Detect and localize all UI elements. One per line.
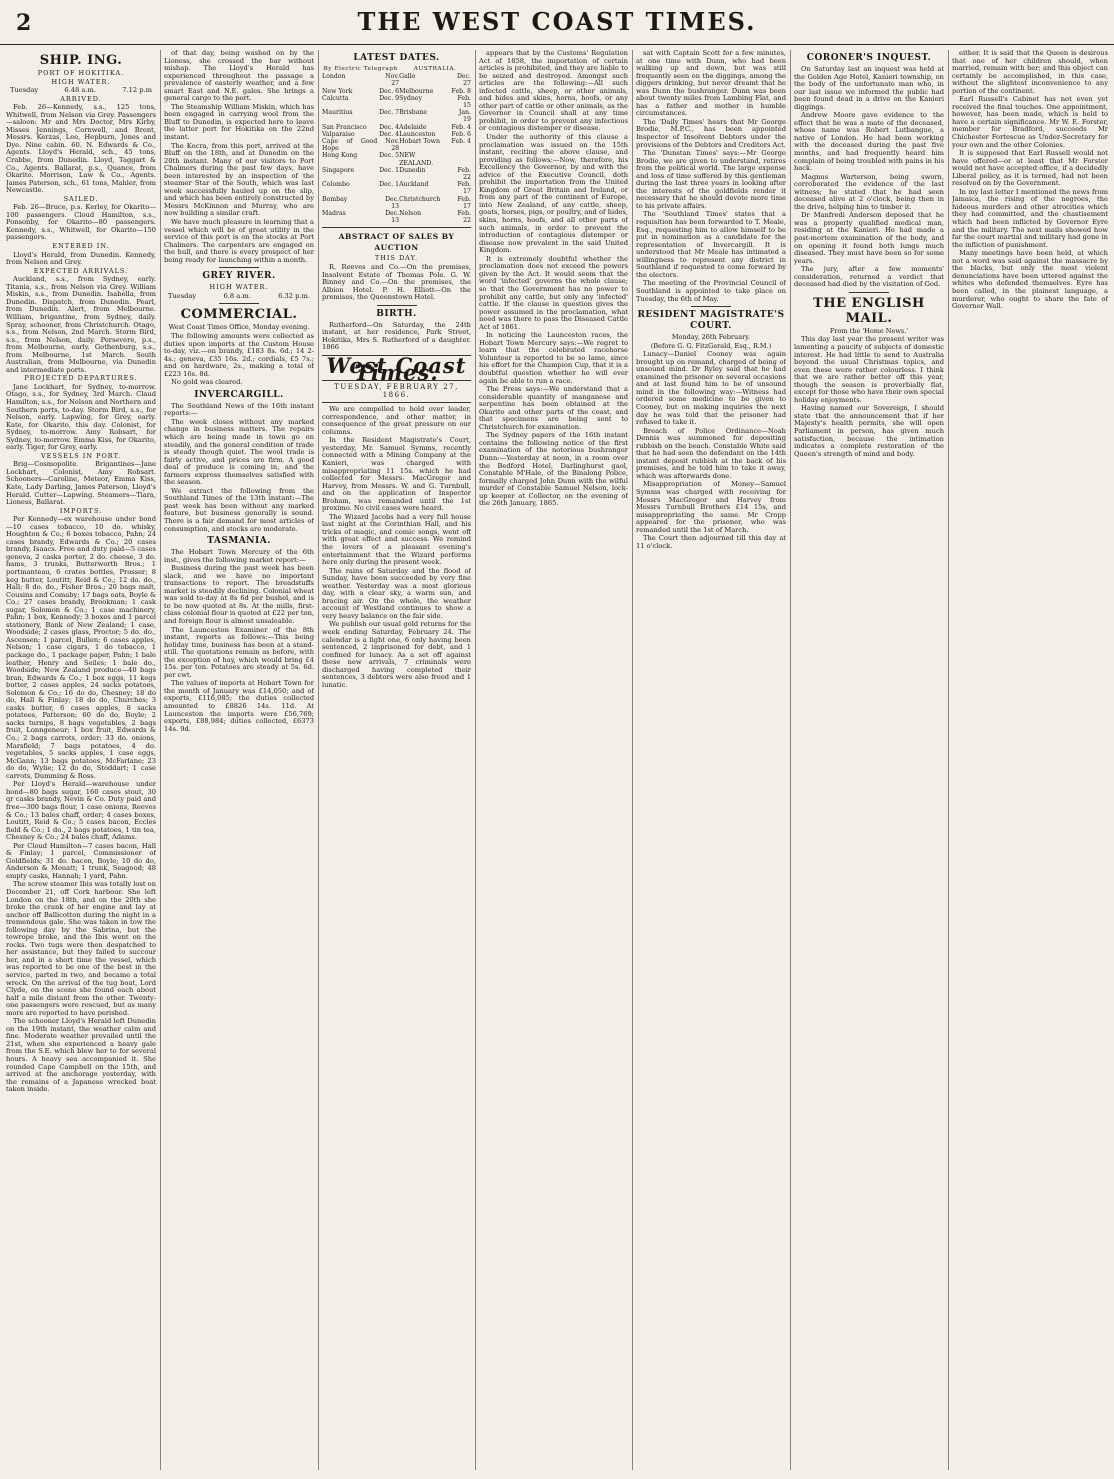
- column-editorial: [322, 50, 471, 1470]
- latest-dates-cell: Galle: [399, 73, 416, 81]
- latest-dates-cell: Dunedin: [399, 166, 426, 174]
- imports-grey-text: Per Cloud Hamilton—7 cases bacon, Hall & Finlay; 1 parcel, Commissioner of Goldfields; 31 do. bacon, Boyle; 10 do do, Anderson & Mouatt; 1 trunk, Seagood; 48 empty casks, Hannah; 1 yard, Pahn.: [6, 841, 156, 880]
- grey-tide-row: [164, 293, 314, 301]
- grey-river-heading: GREY RIVER.: [202, 271, 276, 282]
- latest-dates-cell: Mauritius: [322, 109, 353, 117]
- arrived-text: Feb. 26—Kennedy, s.s., 125 tons, Whitwell, from Nelson via Grey. Passengers—saloon: Mr and Mrs Doctor, Mrs Kirby, Misses Jennings, Cornwell, and Brent, Messrs. Kerzas, Lee, Hepburn, Jones and Dye. Nine cabin. 60. N. Edwards & Co., Agents. Lloyd's Herald, sch., 45 tons, Crabbe, from Dunedin. Lloyd, Taggart & Co., Agents. Ballarat, p.s., Quance, from Okarito. Morrison, Law & Co., Agents. James Paterson, sch., 61 tons, Mahler, from Newcastle.: [6, 103, 156, 195]
- court-text: Misappropriation of Money—Samuel Symms was charged with receiving for Messrs MacGregor and Harvey from Messrs Turnbull Brothers £14 15s, and misappropriating the same. Mr Cropp appeared for the prisoner, who was remanded until the 1st of March.: [636, 480, 786, 534]
- tide-day: Tuesday: [10, 86, 39, 95]
- latest-dates-cell: Nelson: [399, 210, 422, 218]
- column-divider: [318, 50, 319, 1470]
- latest-dates-cell: Auckland: [399, 181, 429, 189]
- editorial-text: The rains of Saturday and the flood of Sunday, have been succeeded by very fine weather. Yesterday was a most glorious day, with a clear sky, a warm sun, and bracing air. On the whole, the weather account of Westland continues to show a very heavy balance on the fair side.: [322, 566, 471, 620]
- latest-dates-row: [322, 210, 471, 224]
- article-text: It is extremely doubtful whether the proclamation does not exceed the powers given by the Act. It would seem that the word 'infected' governs the whole clause; so that the Government has no power to prohibit any cattle, but only any 'infected' cattle. If the clause in question gives the power assumed in the proclamation, what need was there to pass the Diseased Cattle Act of 1861.: [479, 254, 628, 331]
- tide-am: 6.48 a.m.: [64, 86, 97, 95]
- latest-dates-cell: Hobart Town: [399, 138, 440, 146]
- abstract-heading: ABSTRACT OF SALES BY AUCTION: [338, 232, 455, 253]
- lloyds-herald-article: The schooner Lloyd's Herald left Dunedin on the 19th instant, the weather calm and fine. Moderate weather prevailed until the 21st, when she experienced a heavy gale from the S.E. which blew her to for several hours. A heavy sea accompanied it. She rounded Cape Campbell on the 15th, and arrived at the anchorage yesterday, with the remains of a Japanese wrecked boat taken inside.: [6, 1017, 156, 1094]
- section-rule: [219, 303, 259, 304]
- commercial-heading: COMMERCIAL.: [180, 307, 298, 323]
- latest-dates-row: [322, 73, 471, 87]
- latest-dates-row: [322, 152, 471, 166]
- english-mail-heading: THE ENGLISH MAIL.: [813, 295, 925, 326]
- editorial-text: The Wizard Jacobs had a very full house last night at the Corinthian Hall, and his tricks of magic, and comic songs, went off with great effect and success. We remind the lovers of a pleasant evening's entertainment that the Wizard performs here only during the present week.: [322, 512, 471, 567]
- latest-dates-cell: Feb. 15: [457, 94, 471, 110]
- latest-dates-cell: NEW ZEALAND.: [399, 152, 434, 167]
- column-divider: [790, 50, 791, 1470]
- column-news-2: [636, 50, 786, 1470]
- article-text: appears that by the Customs' Regulation Act of 1858, the importation of certain articles is prohibited, and they are liable to be seized and destroyed. Amongst such articles are the following:—All such infected cattle, sheep, or other animals, and hides and skins, horns, hoofs, or any other part of cattle or other animals, as the Governor in Council shall at any time prohibit, in order to prevent any infectious or contagious distemper or disease.: [479, 50, 628, 133]
- latest-dates-cell: Dec. 4: [379, 123, 400, 131]
- latest-dates-cell: Feb. 4: [451, 138, 471, 146]
- mail-text: This day last year the present writer was lamenting a paucity of subjects of domestic interest. He had little to send to Australia beyond the usual Christmas topics, and even these were rather colourless. I think that we are rather better off this year, though the season is proverbially flat, except for those who have their own special holiday enjoyments.: [794, 335, 944, 404]
- latest-dates-row: [322, 181, 471, 195]
- court-text: Lunacy—Daniel Cooney was again brought up on remand, charged of being of unsound mind. Dr Ryley said that he had examined the prisoner on several occasions and at last found him to be of unsound mind in the following way:—Witness had ordered some medicine to be given to Cooney, but on making inquiries the next day he was told that the prisoner had refused to take it.: [636, 350, 786, 427]
- section-rule: [849, 292, 889, 293]
- article-text: The 'Daily Times' hears that Mr George Brodie, M.P.C., has been appointed Inspector of Insolvent Debtors under the provisions of the Debtors and Creditors Act.: [636, 117, 786, 149]
- latest-dates-cell: Sydney: [399, 94, 422, 102]
- invercargill-intro: The Southland News of the 16th instant reports:—: [164, 401, 314, 418]
- entered-label: ENTERED IN.: [52, 242, 110, 251]
- section-rule: [691, 306, 731, 307]
- birth-text: Rutherford—On Saturday, the 24th instant, at her residence, Park Street, Hokitika, Mrs S. Rutherford of a daughter. 1866: [322, 320, 471, 352]
- tide-row: [6, 87, 156, 95]
- article-text: In noticing the Launceston races, the Hobart Town Mercury says:—We regret to learn that the celebrated racehorse Volunteer is reported to be so lame, since his effort for the Champion Cup, that it is a doubtful question whether he will ever again be able to run a race.: [479, 331, 628, 385]
- article-text: The Sydney papers of the 16th instant contains the following notice of the first examination of the notorious bushranger Dunn:—Yesterday at noon, in a room over the Bedford Hotel, Darlinghurst gaol, Constable M'Hale, of the Binalong Police, formally charged John Dunn with the wilful murder of Constable Samuel Nelson, lock-up keeper at Collector, on the evening of the 26th January, 1865.: [479, 431, 628, 508]
- article-text: The Press says:—We understand that a considerable quantity of manganese and serpentine has been obtained at the Okarito and other parts of the coast, and that specimens are being sent to Christchurch for examination.: [479, 385, 628, 431]
- latest-dates-cell: Dec. 5: [379, 152, 400, 160]
- latest-dates-row: [322, 109, 471, 123]
- section-rule: [219, 267, 259, 268]
- column-shipping: [6, 50, 156, 1470]
- article-text: We have much pleasure in learning that a vessel which will be of great utility in the service of this port is on the stocks at Port Chalmers. The carpenters are engaged on the hull, and there is every prospect of her being ready for launching within a month.: [164, 218, 314, 264]
- latest-dates-row: [322, 124, 471, 131]
- latest-dates-cell: Melbourne: [399, 87, 434, 95]
- tasmania-heading: TASMANIA.: [207, 536, 271, 547]
- inquest-text: Magnus Warterson, being sworn, corroborated the evidence of the last witness; he stated that he had seen deceased alive at 2 o'clock, being then in the drive, helping him to timber it.: [794, 172, 944, 211]
- vessels-text: Brig—Cosmopolite. Brigantines—Jane Lockhart, Colonist, Amy Robsart. Schooners—Caroline, Meteor, Emma Kiss, Kate, Lady Darling, James Paterson, Lloyd's Herald. Cutter—Lapwing. Steamers—Tiara, Lioness, Ballarat.: [6, 460, 156, 507]
- latest-dates-cell: Valparaiso: [322, 130, 355, 138]
- newspaper-masthead: THE WEST COAST TIMES.: [357, 7, 757, 36]
- imports-dunedin-text: Per Lloyd's Herald—warehouse under bond—80 bags sugar, 160 cases stout, 30 qr casks brandy, Nevin & Co. Duty paid and free—300 bags flour, 1 case onions, Reeves & Co.; 13 bales chaff, order; 4 cases boxes, Loutitt, Reid & Co.; 5 cases bacon, Eccles field & Co.; 1 do., 2 bags potatoes, 1 tin tea, Chesney & Co.; 24 bales chaff, Adams.: [6, 780, 156, 842]
- commercial-text: No gold was cleared.: [171, 378, 243, 387]
- column-divider: [632, 50, 633, 1470]
- article-text: The Steamship William Miskin, which has been engaged in carrying wool from the Bluff to Dunedin, is expected here to leave the latter port for Hokitika on the 22nd instant.: [164, 102, 314, 142]
- column-divider: [160, 50, 161, 1470]
- column-news-3: [794, 50, 944, 1470]
- commercial-text: The following amounts were collected as duties upon imports at the Custom House to-day, viz.—on brandy, £183 8s. 6d.; 14 2-4s.; geneva, £35 16s. 2d.; cordials, £5 7s.; and on hardware, 2s., making a total of £223 16s. 8d.: [164, 331, 314, 378]
- sailed-label: SAILED.: [63, 194, 99, 203]
- article-text: of that day, being washed on by the Lioness, she crossed the bar without mishap. The Lloyd's Herald has experienced throughout the passage a prevalence of easterly weather, and a few smart East and N.E. gales. She brings a general cargo to the port.: [164, 50, 314, 103]
- latest-dates-cell: Jan. 19: [458, 109, 471, 124]
- expected-text: Auckland, s.s., from Sydney, early. Titania, s.s., from Nelson via Grey. William Miskin, s.s., from Dunedin. Isabella, from Dunedin. Dispatch, from Dunedin. Pearl, from Dunedin. Alert, from Melbourne. William, brigantine, from Sydney, daily. Spray, schooner, from Christchurch. Otago, s.s., from Nelson, 2nd March. Storm Bird, s.s., from Nelson, daily. Persevere, p.s., from Melbourne, early. Gothenburg, s.s., from Melbourne, 1st March. South Australian, from Melbourne, via Dunedin and intermediate ports.: [6, 275, 156, 374]
- arrived-label: ARRIVED.: [60, 94, 102, 103]
- tide-pm: 7.12 p.m: [122, 86, 152, 95]
- abstract-sub: THIS DAY.: [374, 254, 419, 263]
- issue-date: TUESDAY, FEBRUARY 27, 1866.: [334, 383, 459, 399]
- shipping-heading: SHIP. ING.: [39, 53, 123, 68]
- latest-dates-cell: Nov. 27: [385, 73, 400, 88]
- court-text: Breach of Police Ordinance—Noah Dennis was summoned for depositing rubbish on the beach. Constable White said that he had seen the defendant on the 14th instant deposit rubbish at the back of his premises, and he told him to take it away, which was afterwards done.: [636, 426, 786, 480]
- latest-dates-cell: Dec. 13: [385, 195, 400, 210]
- latest-dates-cell: Dec. 27: [456, 73, 471, 88]
- latest-dates-cell: Calcutta: [322, 94, 349, 102]
- projected-label: PROJECTED DEPARTURES.: [24, 374, 138, 383]
- latest-dates-cell: Bombay: [322, 195, 348, 203]
- article-text: In my last letter I mentioned the news from Jamaica, the rising of the negroes, the hideous murders and other atrocities which they had committed, and the chastisement which had been inflicted by Governor Eyre and the military. The next mails showed how far the court martial and military had gone in the infliction of punishment.: [952, 187, 1108, 249]
- latest-dates-cell: Colombo: [322, 181, 350, 189]
- column-divider: [948, 50, 949, 1470]
- section-rule: [377, 305, 417, 306]
- vessels-label: VESSELS IN PORT.: [40, 451, 122, 460]
- latest-dates-cell: Singapore: [322, 166, 355, 174]
- latest-dates-row: [322, 95, 471, 109]
- latest-dates-cell: San Francisco: [322, 123, 367, 131]
- latest-dates-row: [322, 88, 471, 95]
- column-news-1: [479, 50, 628, 1470]
- invercargill-text: We extract the following from the Southland Times of the 13th instant:—The past week has been without any marked feature, but business generally is sound. There is a fair demand for most articles of consumption, and stocks are moderate.: [164, 486, 314, 533]
- latest-dates-row: [322, 138, 471, 152]
- inquest-text: Andrew Moore gave evidence to the effect that he was a mate of the deceased, whose name was Robert Lutbangue, a native of London. He had been working with the deceased during the past five months, and had frequently heard him complain of being troubled with pains in his back.: [794, 111, 944, 173]
- latest-dates-cell: Dec. 1: [379, 166, 400, 174]
- commercial-office: West Coast Times Office, Monday evening.: [168, 323, 310, 332]
- latest-dates-cell: Feb. 17: [457, 181, 471, 196]
- latest-dates-cell: Dec. 7: [379, 109, 400, 117]
- latest-dates-cell: Adelaide: [399, 123, 427, 131]
- entered-text: Lloyd's Herald, from Dunedin. Kennedy, from Nelson and Grey.: [6, 250, 156, 267]
- editorial-text: We are compelled to hold over leader, correspondence, and other matter, in consequence of the great pressure on our columns.: [322, 405, 471, 436]
- latest-dates-cell: Launceston: [399, 130, 436, 138]
- latest-dates-cell: Hong Kong: [322, 152, 358, 160]
- imports-text: Per Kennedy—ex warehouse under bond—10 cases tobacco, 10 do. whisky, Houghton & Co.; 6 boxes tobacco, Pahn; 24 cases brandy, Edwards & Co.; 20 cases brandy, Isaacs. Free and duty paid—5 cases geneva, 2 casks porter, 2 do. cheese, 3 do. hams, 3 trunks, Butterworth Bros.; 1 portmanteau, 6 crates bottles, Prosser; 8 keg butter, Loutitt; Reid & Co.; 12 do. do., Hall; 8 do. do., Fisher Bros.; 20 bags malt, Cousins and Comaby; 17 bags oats, Boyle & Co.; 27 cases brandy, Brookman; 1 cask sugar, Solomon & Co.; 1 case machinery, Pahn; 1 box, Kennedy; 3 boxes and 1 parcel stationery, Bank of New Zealand; 1 case, Woodside; 2 cases glass, Proctor; 5 do. do., Ascensen; 1 parcel, Bullen; 6 cases apples, Nelson; 1 case cigars, 1 do tobacco, 1 package do., 1 package paper, Pahn; 1 bale leather, Henry and Seiles; 1 bale do., Woodside; New Zealand produce—40 bags bran, Edwards & Co.; 1 box eggs, 11 kegs butter, 2 cases apples, 24 sacks potatoes, Solomon & Co.; 16 do do, Chesney; 18 do do, Hall & Finlay; 18 do do, Churches; 3 casks butter, 6 cases apples, 8 sacks potatoes, Patterson; 60 do do, Boyle; 2 sacks turnips, 8 bags vegetables, 2 bags fruit, Lonngeneur; 1 box fruit, Edwards & Co.; 2 bags carrots, order; 33 do. onions, Marsfield; 7 bags potatoes, 4 do. vegetables, 5 sacks apples, 1 case eggs, McGann; 13 bags potatoes, McFarlane; 23 do do, Wylie; 12 do do, Stoddart; 1 case carrots, Dumming & Ross.: [6, 515, 156, 780]
- latest-dates-cell: New York: [322, 87, 353, 95]
- latest-dates-cell: Feb. 6: [451, 130, 471, 138]
- section-rule: [322, 227, 471, 228]
- expected-label: EXPECTED ARRIVALS.: [33, 266, 129, 275]
- latest-dates-table: [322, 66, 471, 224]
- article-text: The 'Southland Times' states that a requisition has been forwarded to T. Meale, Esq., requesting him to allow himself to be put in nomination as a candidate for the representation of Invercargill. It is understood that Mr Meale has intimated a willingness to represent any district in Southland if requested to come forward by the electors.: [636, 210, 786, 279]
- editorial-text: We publish our usual gold returns for the week ending Saturday, February 24. The calendar is a light one, 6 only having been sentenced, 2 imprisoned for debt, and 1 confined for lunacy. As a set off against these new arrivals, 7 criminals were discharged having completed their sentences, 3 debtors were also freed and 1 lunatic.: [322, 620, 471, 689]
- abstract-text: R. Reeves and Co.—On the premises, Insolvent Estate of Thomas Pole. G. W. Binney and Co.—On the premises, the Albion Hotel. P. H. Elliott—On the premises, the Queenstown Hotel.: [322, 263, 471, 302]
- column-commercial: [164, 50, 314, 1470]
- tide-day: Tuesday: [168, 291, 197, 300]
- latest-dates-heading: LATEST DATES.: [353, 53, 440, 63]
- latest-dates-row: [322, 167, 471, 181]
- page-number: 2: [16, 10, 32, 36]
- latest-dates-cell: Christchurch: [399, 195, 441, 203]
- inquest-heading: CORONER'S INQUEST.: [806, 53, 932, 63]
- rm-court-before: (Before G. G. FitzGerald, Esq., R.M.): [650, 341, 772, 350]
- page-header: [0, 0, 1114, 45]
- tide-label: HIGH WATER.: [51, 77, 111, 86]
- invercargill-heading: INVERCARGILL.: [194, 389, 284, 400]
- article-text: Earl Russell's Cabinet has not even yet received the final touches. One appointment, however, has been made, which is held to have a certain significance. Mr W. E. Forster, member for Bradford, succeeds Mr Chichester Fortescue as Under-Secretary for your own and the other Colonies.: [952, 95, 1108, 149]
- tasmania-text: The Launceston Examiner of the 8th instant, reports as follows:—This being holiday time, business has been at a stand-still. The quotations remain as before, with the exception of hay, which would bring £4 15s. per ton. Potatoes are steady at 5s. 6d. per cwt.: [164, 625, 314, 679]
- article-text: Many meetings have been held, at which not a word was said against the massacre by the blacks, but only the most violent denunciations have been uttered against the whites who defended themselves. Eyre has been called, in the plainest language, a murderer, who ought to share the fate of Governor Wall.: [952, 249, 1108, 311]
- editorial-text: In the Resident Magistrate's Court, yesterday, Mr. Samuel Symms, recently connected with a Mining Company at the Kanieri, was charged with misappropriating 11 15s. which he had collected for Messrs. MacGregor and Harvey, from Messrs. W. and G. Turnbull, and on the application of Inspector Broham, was remanded until the 1st proximo. No civil cases were heard.: [322, 436, 471, 513]
- latest-dates-cell: Feb. 17: [457, 195, 471, 210]
- latest-dates-cell: [449, 152, 471, 166]
- grey-tide-label: HIGH WATER.: [209, 283, 269, 292]
- latest-dates-cell: Nov. 28: [385, 138, 400, 153]
- latest-dates-cell: Dec. 6: [379, 87, 400, 95]
- latest-dates-row: [322, 196, 471, 210]
- latest-dates-cell: Dec. 13: [385, 210, 400, 225]
- latest-dates-cell: London: [322, 73, 346, 81]
- section-rule: [322, 402, 471, 403]
- mail-text: Having named our Sovereign, I should state that the announcement that if her Majesty's health permits, she will open Parliament in person, has given much satisfaction, because the intimation indicates a complete restoration of the Queen's strength of mind and body.: [794, 404, 944, 458]
- column-divider: [475, 50, 476, 1470]
- latest-dates-cell: Dec. 9: [379, 94, 400, 102]
- article-text: sat with Captain Scott for a few minutes, at one time with Dunn, who had been walking up and down, but was still frequently seen on the diggings, among the diggers drinking, but never dreamt that he was Dunn the bushranger. Dunn was been about twenty miles from Lambing Flat, and has a father and mother in humble circumstances.: [636, 50, 786, 118]
- tasmania-intro: The Hobart Town Mercury of the 6th inst., gives the following market report:—: [164, 548, 314, 564]
- invercargill-text: The week closes without any marked change in business matters. The repairs which are being made in town go on steadily, and the general condition of trade is steady though quiet. The wool trade is fairly active, and prices are firm. A good deal of produce is coming in, and the farmers express themselves satisfied with the season.: [164, 417, 314, 487]
- latest-dates-row: [322, 131, 471, 138]
- article-text: The meeting of the Provincial Council of Southland is appointed to take place on Tuesday, the 6th of May.: [636, 279, 786, 303]
- tide-pm: 6.32 p.m.: [278, 291, 310, 300]
- article-text: Under the authority of this clause a proclamation was issued on the 15th instant, reciting the above clause, and providing as follows:—Now, therefore, his Excellency the Governor, by and with the advice of the Executive Council, doth prohibit the importation from the United Kingdom of Great Britain and Ireland, or from any part of the continent of Europe, into New Zealand, of any cattle, sheep, goats, horses, pigs, or poultry, and of hides, skins, horns, hoofs, and all other parts of such animals, in order to prevent the introduction of contagious distemper or disease now prevalent in the said United Kingdom.: [479, 133, 628, 255]
- rm-court-date: Monday, 26th February.: [671, 333, 751, 342]
- tide-am: 6.8 a.m.: [223, 291, 251, 300]
- dates-head-left: By Electric Telegraph: [323, 66, 398, 72]
- paper-title: West Coast Times.: [326, 352, 467, 386]
- column-news-4: [952, 50, 1108, 1470]
- latest-dates-cell: Dec. 1: [379, 181, 400, 189]
- article-text: either. It is said that the Queen is desirous that one of her children should, when married, remain with her; and this object can certainly be accomplished, in this case, without the slightest inconvenience to any portion of the continent.: [952, 50, 1108, 95]
- latest-dates-cell: Cape of Good Hope: [322, 138, 378, 153]
- article-text: It is supposed that Earl Russell would not have offered—or at least that Mr Forster would not have accepted office, if a decidedly Liberal policy, as it is termed, had not been resolved on by the Government.: [952, 149, 1108, 188]
- latest-dates-cell: Brisbane: [399, 109, 428, 117]
- latest-dates-cell: Dec. 4: [379, 130, 400, 138]
- projected-text: Jane Lockhart, for Sydney, to-morrow. Otago, s.s., for Sydney, 3rd March. Claud Hamilton, s.s., for Nelson and Northern and Southern ports, to-day. Storm Bird, s.s., for Nelson, early. Lapwing, for Grey, early. Kate, for Okarito, this day. Colonist, for Sydney, to-morrow. Amy Robsart, for Sydney, to-morrow. Emma Kiss, for Okarito, early. Tiger, for Grey, early.: [6, 382, 156, 452]
- ibis-article: The screw steamer Ibis was totally lost on December 21, off Cork harbour. She left London on the 18th, and on the 20th she broke the crank of her engine and lay at anchor off Ballicotton during the night in a tremendous gale. She was taken in tow the following day by the Sabrina, but the towrope broke, and the Ibis went on the rocks. Two tugs were then despatched to her assistance, but they failed to succour her, and in a short time the vessel, which was reported to be one of the best in the service, parted in two, and became a total wreck. On the arrival of the tug boat, Lord Clyde, on the scene she found each about half a mile distant from the other. Twenty-one passengers were rescued, but as many more are reported to have perished.: [6, 880, 156, 1017]
- article-text: The 'Dunstan Times' says:—Mr George Brodie, we are given to understand, retires from the political world. The large expense and loss of time suffered by this gentleman during the last three years in looking after the interests of the goldfields render it necessary that he should devote more time to his private affairs.: [636, 149, 786, 210]
- latest-dates-cell: Feb. 4: [451, 123, 471, 131]
- latest-dates-cell: Madras: [322, 210, 346, 218]
- inquest-text: On Saturday last an inquest was held at the Golden Age Hotel, Kanieri township, on the body of the unfortunate man who, in our last issue we informed the public had been found dead in a drive on the Kanieri diggings.: [794, 65, 944, 111]
- port-heading: PORT OF HOKITIKA.: [37, 69, 125, 77]
- dates-head-right: AUSTRALIA.: [413, 66, 457, 72]
- court-text: The Court then adjourned till this day at 11 o'clock.: [636, 534, 786, 550]
- english-mail-intro: From the 'Home News.': [829, 326, 909, 335]
- latest-dates-cell: Feb. 22: [457, 166, 471, 182]
- article-text: The Kocra, from this port, arrived at the Bluff on the 18th, and at Dunedin on the 20th instant. Many of our visitors to Port Chalmers during the past few days, have been interested by an inspection of the steamer Star of the South, which was last week successfully hauled up on the slip, and which has been entirely constructed by Messrs McKinnon and Murray, who are now building a similar craft.: [164, 141, 314, 218]
- birth-heading: BIRTH.: [376, 308, 417, 319]
- inquest-text: The jury, after a few moments' consideration, returned a verdict that deceased had died by the visitation of God.: [794, 265, 944, 289]
- inquest-text: Dr Manfredi Anderson deposed that he was a properly qualified medical man, residing at the Kanieri. He had made a post-mortem examination of the body, and on opening it found both lungs much diseased. They must have been so for some years.: [794, 211, 944, 265]
- latest-dates-cell: Feb. 22: [457, 210, 471, 225]
- tasmania-text: Business during the past week has been slack, and we have no important transactions to report. The breadstuffs market is steadily declining. Colonial wheat was sold to-day at 8s 6d per bushel, and is to be now quoted at 8s. At the mills, first-class colonial flour is quoted at £22 per ton, and foreign flour is almost unsaleable.: [164, 564, 314, 625]
- sailed-text: Feb. 26—Bruce, p.s. Kerley, for Okarito—100 passengers. Cloud Hamilton, s.s., Ponsonby, for Okarito—80 passengers. Kennedy, s.s., Whitwell, for Okarito—150 passengers.: [6, 203, 156, 242]
- latest-dates-cell: Feb. 8: [451, 87, 471, 95]
- imports-label: IMPORTS.: [59, 506, 103, 515]
- tasmania-text: The values of imports at Hobart Town for the month of January was £14,050; and of exports, £116,085; the duties collected amounted to £8826 14s. 11d. At Launceston the imports were £56,769; exports, £88,984; duties collected, £6373 14s. 9d.: [164, 679, 314, 733]
- rm-court-heading: RESIDENT MAGISTRATE'S COURT.: [637, 310, 785, 332]
